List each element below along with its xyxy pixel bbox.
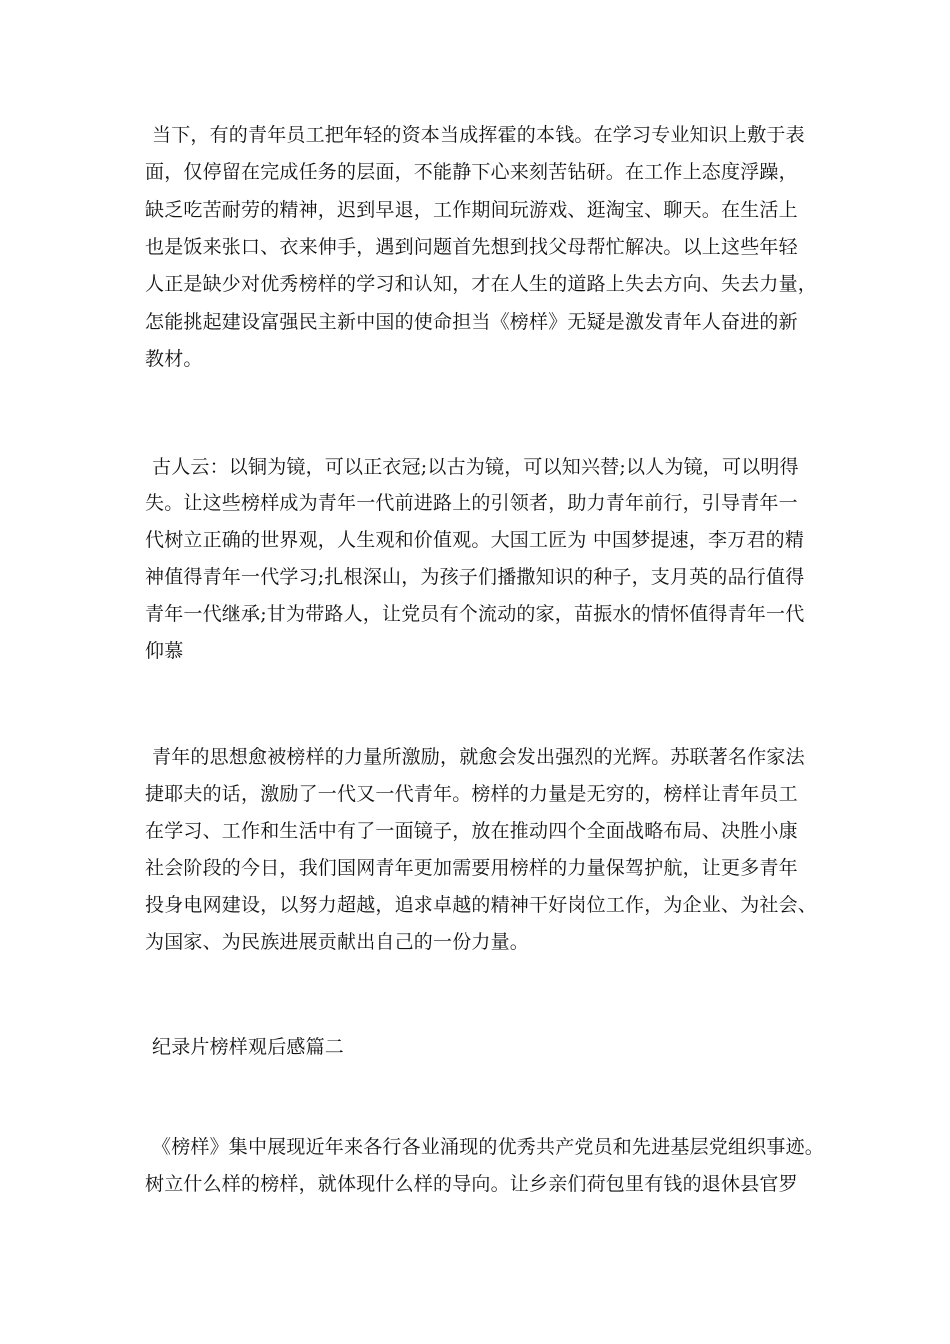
paragraph-line: 青年的思想愈被榜样的力量所激励，就愈会发出强烈的光辉。苏联著名作家法 [152,746,805,768]
paragraph-line: 也是饭来张口、衣来伸手，遇到问题首先想到找父母帮忙解决。以上这些年轻 [145,236,798,258]
paragraph-line: 树立什么样的榜样，就体现什么样的导向。让乡亲们荷包里有钱的退休县官罗 [145,1173,798,1195]
paragraph-line: 为国家、为民族进展贡献出自己的一份力量。 [145,931,530,953]
paragraph-line: 神值得青年一代学习;扎根深山，为孩子们播撒知识的种子，支月英的品行值得 [145,566,805,588]
paragraph-line: 当下，有的青年员工把年轻的资本当成挥霍的本钱。在学习专业知识上敷于表 [152,124,805,146]
paragraph-line: 代树立正确的世界观，人生观和价值观。大国工匠为 中国梦提速，李万君的精 [145,529,805,551]
paragraph-line: 古人云：以铜为镜，可以正衣冠;以古为镜，可以知兴替;以人为镜，可以明得 [152,456,799,478]
paragraph-line: 青年一代继承;甘为带路人，让党员有个流动的家，苗振水的情怀值得青年一代 [145,603,805,625]
paragraph-line: 投身电网建设，以努力超越，追求卓越的精神干好岗位工作，为企业、为社会、 [145,894,818,916]
paragraph-line: 仰慕 [145,640,184,662]
paragraph-line: 教材。 [145,348,203,370]
paragraph-line: 《榜样》集中展现近年来各行各业涌现的优秀共产党员和先进基层党组织事迹。 [152,1136,825,1158]
paragraph-line: 在学习、工作和生活中有了一面镜子，放在推动四个全面战略布局、决胜小康 [145,820,798,842]
paragraph-line: 面，仅停留在完成任务的层面，不能静下心来刻苦钻研。在工作上态度浮躁， [145,161,798,183]
paragraph-line: 失。让这些榜样成为青年一代前进路上的引领者，助力青年前行，引导青年一 [145,492,798,514]
paragraph-line: 捷耶夫的话，激励了一代又一代青年。榜样的力量是无穷的，榜样让青年员工 [145,783,798,805]
section-title: 纪录片榜样观后感篇二 [152,1036,345,1058]
paragraph-line: 怎能挑起建设富强民主新中国的使命担当《榜样》无疑是激发青年人奋进的新 [145,311,798,333]
paragraph-line: 社会阶段的今日，我们国网青年更加需要用榜样的力量保驾护航，让更多青年 [145,857,798,879]
paragraph-line: 人正是缺少对优秀榜样的学习和认知，才在人生的道路上失去方向、失去力量， [145,273,818,295]
paragraph-line: 缺乏吃苦耐劳的精神，迟到早退，工作期间玩游戏、逛淘宝、聊天。在生活上 [145,199,798,221]
